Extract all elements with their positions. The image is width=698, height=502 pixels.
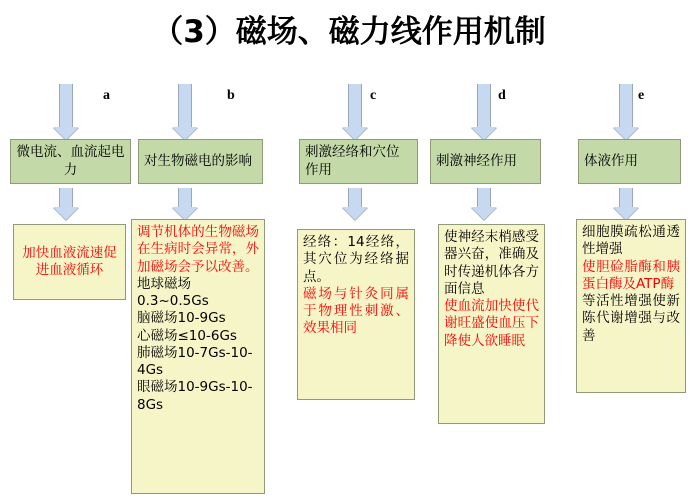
column-label-c: c xyxy=(370,88,377,103)
box-b-seg-0: 调节机体的生物磁场在生病时会异常，外加磁场会予以改善。 xyxy=(137,224,259,275)
box-c-bottom xyxy=(297,229,415,400)
box-e-seg-0: 细胞膜疏松通透性增强 xyxy=(582,224,680,258)
box-d-top xyxy=(430,139,541,184)
box-b-seg-1: 地球磁场0.3~0.5Gs xyxy=(137,275,209,310)
box-b-top xyxy=(138,139,263,184)
box-b-bottom xyxy=(131,219,265,494)
box-e-seg-1: 使胆硷脂酶和胰蛋白酶及ATP酶 xyxy=(582,258,680,292)
box-a-top-text: 微电流、血流起电力 xyxy=(16,144,125,178)
column-label-a: a xyxy=(103,88,110,103)
box-b-seg-5: 眼磁场10-9Gs-10-8Gs xyxy=(137,379,253,413)
box-b-top-text: 对生物磁电的影响 xyxy=(144,152,252,169)
box-d-bottom xyxy=(438,224,545,424)
page-title: （3）磁场、磁力线作用机制 xyxy=(152,14,546,50)
box-b-seg-3: 心磁场≤10-6Gs xyxy=(137,327,237,344)
box-a-top xyxy=(10,139,131,184)
box-c-top-text: 刺激经络和穴位作用 xyxy=(305,144,400,178)
box-e-bottom xyxy=(576,219,686,393)
box-b-seg-4: 肺磁场10-7Gs-10-4Gs xyxy=(137,344,253,379)
box-d-seg-0: 使神经末梢感受器兴奋，准确及时传递机体各方面信息 xyxy=(444,229,539,297)
box-b-seg-2: 脑磁场10-9Gs xyxy=(137,310,226,327)
column-label-b: b xyxy=(227,88,235,103)
column-label-e: e xyxy=(638,88,645,103)
box-a-bottom xyxy=(13,224,126,300)
box-c-seg-0: 经络：14经络，其穴位为经络据点。 xyxy=(303,234,409,285)
box-d-seg-1: 使血流加快使代谢旺盛使血压下降使人欲睡眠 xyxy=(444,298,539,349)
box-c-top xyxy=(299,139,418,184)
box-e-seg-2: 等活性增强使新陈代谢增强与改善 xyxy=(582,293,680,344)
box-d-top-text: 刺激神经作用 xyxy=(436,152,517,169)
box-a-bottom-text: 加快血液流速促进血液循环 xyxy=(22,244,117,278)
column-label-d: d xyxy=(498,88,506,103)
box-e-top-text: 体液作用 xyxy=(584,152,638,169)
box-e-top xyxy=(578,139,681,184)
box-c-seg-1: 磁场与针灸同属于物理性刺激、效果相同 xyxy=(303,285,409,337)
